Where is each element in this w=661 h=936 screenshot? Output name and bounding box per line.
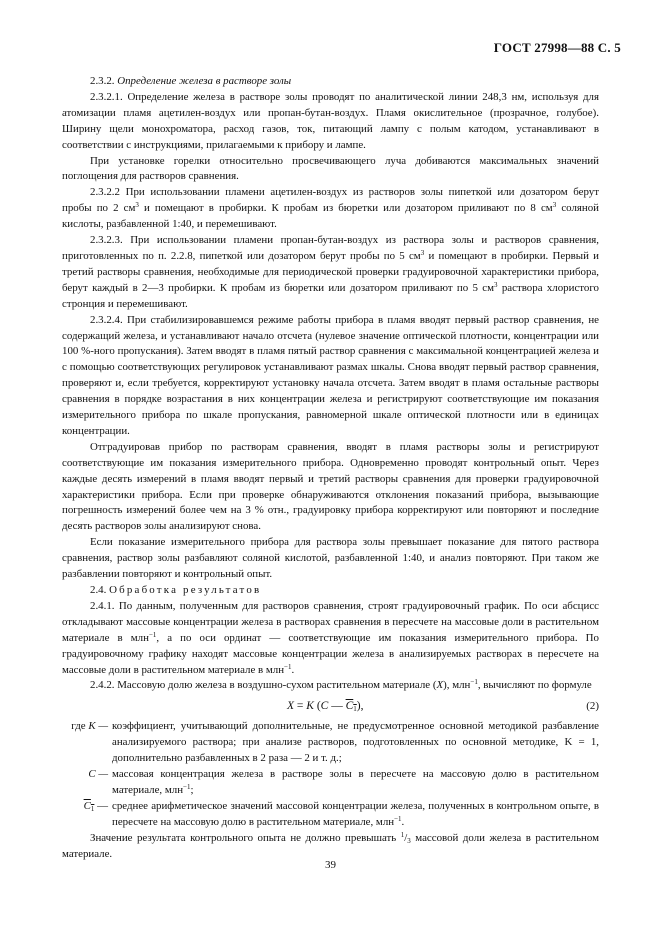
subscript: 1: [90, 804, 95, 813]
paragraph-graduated: Отградуировав прибор по растворам сравнения, вводят в пламя растворы золы и регистрируют соответствующие им показания измерительного прибора. Одновременно проводят контрольный опыт. Через каждые десять измерений в пламя вводят первый и третий растворы сравнения для проверки градуировочной характеристики прибора. Если при проверке обнаруживаются отклонения показаний прибора, вызывающие погрешность измерений более чем на 3 % отн., градуировку прибора корректируют или повторяют и последние десять растворов золы анализируют снова.: [62, 440, 599, 533]
paragraph-burner: При установке горелки относительно просвечивающего луча добиваются максимальных значений поглощения для растворов сравнения.: [62, 154, 599, 183]
paragraph-2-4-2: [62, 678, 599, 694]
text-part: соляной кислоты, разбавленной 1:40, и перемешивают.: [62, 202, 599, 231]
paragraph-control: Значение результата контрольного опыта не должно превышать $^1/_3$ массовой доли железа в растительном материале.: [62, 830, 599, 860]
text-part: раствора хлористого стронция и перемешивают.: [62, 281, 599, 310]
text-part: , а по оси ординат — соответствующие им показания измерительного прибора. По градуировочному графику находят массовые концентрации железа в анализируемых растворах в пересчете на массовые доли в растительном материале в млн: [62, 631, 599, 676]
fraction-denominator: 3: [407, 836, 411, 845]
formula-c: C: [320, 700, 329, 713]
superscript: 3: [420, 248, 425, 257]
definition-symbol: [62, 719, 112, 767]
definition-symbol: [62, 767, 112, 799]
definition-text: [112, 767, 599, 799]
page-header: ГОСТ 27998—88 С. 5: [493, 40, 621, 55]
text-part: массовой доли железа в растительном материале.: [62, 831, 599, 860]
superscript: −1: [394, 814, 402, 823]
formula-k: K: [306, 700, 314, 713]
text-part: Значение результата контрольного опыта не должно превышать: [90, 831, 401, 844]
symbol-c1: [84, 800, 95, 812]
section-number: 2.3.2.: [90, 75, 115, 87]
superscript: 3: [552, 201, 557, 210]
definition-text: [112, 799, 599, 831]
superscript: −1: [284, 662, 292, 671]
where-word: где: [71, 720, 86, 733]
text-part: и помещают в пробирки. К пробам из бюретки или дозатором приливают по 8 см: [138, 202, 553, 215]
definitions-list: [62, 719, 599, 830]
formula-expression: [287, 699, 363, 715]
definition-k: [62, 719, 599, 767]
superscript: 3: [135, 201, 139, 210]
page-number: 39: [325, 859, 336, 871]
formula-c1-letter: C: [345, 700, 354, 713]
formula-lhs: X: [287, 700, 295, 713]
definition-symbol: [62, 799, 112, 831]
text-part: , вычисляют по формуле: [477, 679, 592, 692]
superscript: 3: [494, 280, 498, 289]
text-part: ), млн: [443, 679, 471, 692]
formula-equals: =: [294, 700, 307, 713]
symbol-dash: —: [94, 799, 108, 812]
subscript: 1: [353, 705, 357, 714]
section-number: 2.4.: [90, 584, 107, 596]
paragraph-2-3-2-2: [62, 185, 599, 233]
superscript: −1: [148, 630, 157, 639]
text-part: и помещают в пробирки. Первый и третий растворы сравнения, необходимые для периодической проверки градуировочной характеристики прибора, берут каждый в 2—3 пробирки. К пробам из бюретки или дозатором приливают по 5 см: [62, 249, 599, 294]
section-title: Обработка результатов: [109, 584, 262, 596]
paragraph-exceeds: Если показание измерительного прибора для раствора золы превышает показание для пятого раствора сравнения, раствор золы разбавляют соляной кислотой, разбавленной 1:40, и анализ повторяют. При таком же разбавлении повторяют и контрольный опыт.: [62, 536, 599, 581]
variable: X: [436, 679, 444, 692]
symbol-text: C —: [88, 768, 108, 781]
text-part: 2.4.1. По данным, полученным для растворов сравнения, строят градуировочный график. По оси абсцисс откладывают массовые концентрации железа в растворах сравнения в пересчете на массовые доли в растительном материале в млн: [62, 599, 599, 644]
text-part: 2.4.2. Массовую долю железа в воздушно-сухом растительном материале (: [90, 679, 437, 692]
page-content: [62, 74, 599, 863]
superscript: −1: [470, 678, 478, 687]
fraction-numerator: 1: [400, 830, 405, 839]
formula-number: (2): [586, 700, 599, 713]
paragraph-2-3-2-3: [62, 233, 599, 313]
symbol-text: C: [83, 799, 91, 812]
text-part: .: [291, 663, 295, 676]
definition-text: коэффициент, учитывающий дополнительные, не предусмотренное основной методикой разбавление анализируемого раствора; при анализе растворов, подготовленных по основной методике, K = 1, дополнительно разбавленных в 2 раза — 2 и т. д.;: [112, 720, 599, 765]
formula-2: [62, 696, 599, 718]
text-part: .: [401, 815, 405, 828]
text-part: среднее арифметическое значений массовой концентрации железа, полученных в контрольном опыте, в пересчете на массовую долю в растительном материале, млн: [112, 799, 599, 828]
symbol-text: K —: [88, 720, 108, 733]
definition-c1: [62, 799, 599, 831]
paragraph-2-4-1: [62, 599, 599, 679]
definition-c: [62, 767, 599, 799]
paragraph-2-3-2-1: 2.3.2.1. Определение железа в растворе золы проводят по аналитической линии 248,3 нм, используя для атомизации пламя ацетилен-воздух или пропан-бутан-воздух. Пламя окислительное (прозрачное, голубое). Ширину щели монохроматора, расход газов, ток, питающий лампу с полым катодом, устанавливают в соответствии с инструкциями, прилагаемыми к прибору и лампе.: [62, 90, 599, 151]
paragraph-2-3-2-4: 2.3.2.4. При стабилизировавшемся режиме работы прибора в пламя вводят первый раствор сравнения, не содержащий железа, и устанавливают начало отсчета (нулевое значение оптической плотности, концентрации или 100 %-ного пропускания). Затем вводят в пламя пятый раствор сравнения с максимальной концентрацией железа и с помощью соответствующих регулировок устанавливают размах шкалы. Снова вводят первый раствор сравнения, проверяют и, если требуется, корректируют установку начала отсчета. Затем вводят в пламя остальные растворы сравнения в порядке возрастания в них концентрации железа и регистрируют соответствующие им показания измерительного прибора по шкале пропускания, равномерной шкале оптической плотности или в единицах концентрации.: [62, 313, 599, 437]
text-part: массовая концентрация железа в растворе золы в пересчете на массовую долю в растительном материале, млн: [112, 768, 599, 796]
text-part: ;: [190, 783, 194, 796]
formula-c1: [346, 700, 357, 712]
formula-paren: ),: [356, 700, 364, 713]
superscript: −1: [183, 782, 191, 791]
section-heading-2-3-2: [62, 74, 599, 90]
formula-paren: (: [313, 700, 321, 713]
section-title: Определение железа в растворе золы: [117, 75, 292, 87]
section-heading-2-4: [62, 583, 599, 599]
text-part: 2.3.2.3. При использовании пламени пропан-бутан-воздух из раствора золы и растворов сравнения, приготовленных по п. 2.2.8, пипеткой или дозатором берут пробы по 5 см: [62, 234, 599, 262]
text-part: 2.3.2.2 При использовании пламени ацетилен-воздух из растворов золы пипеткой или дозатором берут пробы по 2 см: [62, 186, 599, 215]
formula-minus: —: [328, 700, 346, 713]
